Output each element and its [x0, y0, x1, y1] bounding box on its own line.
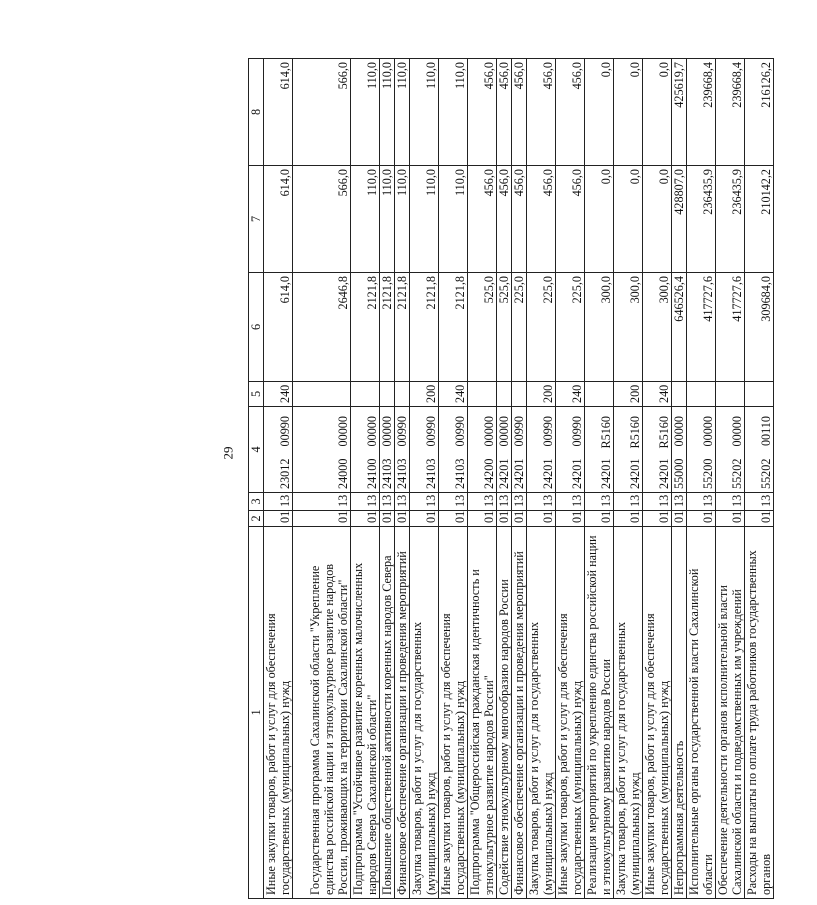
program-code	[512, 407, 527, 493]
amount-column-8: 614,0	[264, 59, 293, 166]
column-number-header: 2	[249, 511, 264, 527]
amount-column-7: 456,0	[497, 166, 512, 273]
expense-type-code: 200	[614, 382, 643, 407]
amount-column-6: 2121,8	[395, 273, 410, 382]
subsection-code: 13	[468, 493, 497, 511]
subsection-code: 13	[351, 493, 380, 511]
amount-column-7: 456,0	[556, 166, 585, 273]
program-code-part: R5160	[628, 416, 642, 449]
expense-type-code: 200	[410, 382, 439, 407]
program-code	[614, 407, 643, 493]
column-number-header: 5	[249, 382, 264, 407]
amount-column-7: 428807,0	[672, 166, 687, 273]
budget-table	[248, 58, 774, 899]
section-code: 01	[512, 511, 527, 527]
program-code-part: 24201	[628, 458, 642, 489]
amount-column-8: 216126,2	[745, 59, 774, 166]
section-code: 01	[672, 511, 687, 527]
rotated-page-content	[232, 0, 817, 905]
subsection-code: 13	[585, 493, 614, 511]
amount-column-8: 456,0	[497, 59, 512, 166]
amount-column-7: 110,0	[410, 166, 439, 273]
table-row	[614, 59, 643, 899]
expense-type-code	[512, 382, 527, 407]
expense-type-code	[468, 382, 497, 407]
amount-column-6: 2121,8	[351, 273, 380, 382]
table-row	[293, 59, 351, 899]
program-code-part: 24201	[599, 458, 613, 489]
expense-name: Иные закупки товаров, работ и услуг для обеспечения государственных (муниципальных) нужд	[556, 527, 585, 899]
expense-type-code	[687, 382, 716, 407]
table-row	[497, 59, 512, 899]
amount-column-6: 417727,6	[687, 273, 716, 382]
section-code: 01	[468, 511, 497, 527]
table-row	[395, 59, 410, 899]
program-code-part: 00000	[497, 416, 511, 447]
expense-type-code	[585, 382, 614, 407]
amount-column-8: 456,0	[527, 59, 556, 166]
amount-column-6: 225,0	[556, 273, 585, 382]
program-code-part: 23012	[278, 458, 292, 489]
program-code-part: 00990	[512, 416, 526, 447]
expense-type-code	[745, 382, 774, 407]
amount-column-7: 110,0	[380, 166, 395, 273]
expense-type-code	[672, 382, 687, 407]
program-code-part: 24103	[424, 458, 438, 489]
amount-column-6: 2121,8	[410, 273, 439, 382]
program-code-part: 24000	[336, 458, 350, 489]
expense-name: Закупка товаров, работ и услуг для государственных (муниципальных) нужд	[614, 527, 643, 899]
section-code: 01	[264, 511, 293, 527]
expense-name: Расходы на выплаты по оплате труда работников государственных органов	[745, 527, 774, 899]
program-code-part: 00000	[672, 416, 686, 447]
program-code	[745, 407, 774, 493]
section-code: 01	[643, 511, 672, 527]
amount-column-8: 239668,4	[716, 59, 745, 166]
column-number-header: 6	[249, 273, 264, 382]
subsection-code: 13	[614, 493, 643, 511]
amount-column-7: 236435,9	[687, 166, 716, 273]
program-code	[468, 407, 497, 493]
amount-column-6: 300,0	[643, 273, 672, 382]
amount-column-8: 566,0	[293, 59, 351, 166]
table-row	[264, 59, 293, 899]
page-number: 29	[220, 446, 236, 460]
program-code-part: 00000	[336, 416, 350, 447]
expense-type-code: 240	[643, 382, 672, 407]
amount-column-7: 0,0	[585, 166, 614, 273]
amount-column-7: 110,0	[395, 166, 410, 273]
program-code-part: 55202	[759, 458, 773, 489]
amount-column-7: 456,0	[527, 166, 556, 273]
expense-name: Подпрограмма "Устойчивое развитие коренных малочисленных народов Севера Сахалинской области"	[351, 527, 380, 899]
program-code-part: 00990	[424, 416, 438, 447]
program-code	[497, 407, 512, 493]
expense-name: Финансовое обеспечение организации и проведения мероприятий	[395, 527, 410, 899]
section-code: 01	[439, 511, 468, 527]
amount-column-6: 2121,8	[439, 273, 468, 382]
amount-column-7: 0,0	[643, 166, 672, 273]
program-code	[556, 407, 585, 493]
program-code	[527, 407, 556, 493]
program-code	[351, 407, 380, 493]
amount-column-7: 614,0	[264, 166, 293, 273]
section-code: 01	[614, 511, 643, 527]
amount-column-8: 110,0	[410, 59, 439, 166]
amount-column-6: 225,0	[527, 273, 556, 382]
amount-column-8: 110,0	[439, 59, 468, 166]
table-row	[643, 59, 672, 899]
program-code-part: 00000	[701, 416, 715, 447]
table-row	[512, 59, 527, 899]
amount-column-7: 110,0	[351, 166, 380, 273]
expense-name: Подпрограмма "Общероссийская гражданская идентичность и этнокультурное развитие народов России"	[468, 527, 497, 899]
program-code-part: R5160	[599, 416, 613, 449]
section-code: 01	[410, 511, 439, 527]
program-code-part: 00990	[453, 416, 467, 447]
amount-column-6: 300,0	[614, 273, 643, 382]
section-code: 01	[556, 511, 585, 527]
amount-column-8: 456,0	[468, 59, 497, 166]
program-code-part: 00110	[759, 416, 773, 447]
amount-column-7: 566,0	[293, 166, 351, 273]
table-row	[716, 59, 745, 899]
table-row	[439, 59, 468, 899]
column-number-header: 7	[249, 166, 264, 273]
column-number-header: 8	[249, 59, 264, 166]
program-code-part: 00990	[278, 416, 292, 447]
column-number-header: 4	[249, 407, 264, 493]
table-row	[672, 59, 687, 899]
subsection-code: 13	[497, 493, 512, 511]
section-code: 01	[293, 511, 351, 527]
program-code-part: 55202	[730, 458, 744, 489]
amount-column-8: 456,0	[556, 59, 585, 166]
amount-column-6: 300,0	[585, 273, 614, 382]
program-code-part: 00000	[482, 416, 496, 447]
program-code	[264, 407, 293, 493]
amount-column-6: 2121,8	[380, 273, 395, 382]
amount-column-8: 110,0	[380, 59, 395, 166]
amount-column-7: 210142,2	[745, 166, 774, 273]
program-code-part: 24201	[541, 458, 555, 489]
expense-type-code: 240	[556, 382, 585, 407]
program-code-part: 55200	[701, 458, 715, 489]
table-row	[527, 59, 556, 899]
program-code-part: 24201	[497, 458, 511, 489]
program-code-part: 24201	[570, 458, 584, 489]
column-number-row	[249, 59, 264, 899]
column-number-header: 1	[249, 527, 264, 899]
subsection-code: 13	[556, 493, 585, 511]
program-code	[716, 407, 745, 493]
table-row	[556, 59, 585, 899]
expense-name: Исполнительные органы государственной власти Сахалинской области	[687, 527, 716, 899]
section-code: 01	[585, 511, 614, 527]
subsection-code: 13	[395, 493, 410, 511]
amount-column-8: 425619,7	[672, 59, 687, 166]
section-code: 01	[380, 511, 395, 527]
program-code-part: 24201	[512, 458, 526, 489]
program-code	[439, 407, 468, 493]
amount-column-8: 110,0	[351, 59, 380, 166]
table-row	[380, 59, 395, 899]
program-code-part: 00000	[365, 416, 379, 447]
section-code: 01	[351, 511, 380, 527]
program-code	[395, 407, 410, 493]
amount-column-8: 0,0	[585, 59, 614, 166]
table-row	[745, 59, 774, 899]
amount-column-7: 110,0	[439, 166, 468, 273]
program-code-part: R5160	[657, 416, 671, 449]
section-code: 01	[497, 511, 512, 527]
program-code-part: 24103	[380, 458, 394, 489]
amount-column-6: 309684,0	[745, 273, 774, 382]
subsection-code: 13	[745, 493, 774, 511]
subsection-code: 13	[716, 493, 745, 511]
program-code	[643, 407, 672, 493]
expense-type-code	[716, 382, 745, 407]
program-code	[380, 407, 395, 493]
expense-type-code	[351, 382, 380, 407]
program-code-part: 00990	[395, 416, 409, 447]
expense-type-code: 240	[439, 382, 468, 407]
subsection-code: 13	[439, 493, 468, 511]
expense-name: Иные закупки товаров, работ и услуг для обеспечения государственных (муниципальных) нужд	[643, 527, 672, 899]
expense-type-code	[293, 382, 351, 407]
expense-type-code	[380, 382, 395, 407]
program-code-part: 00990	[541, 416, 555, 447]
program-code	[585, 407, 614, 493]
subsection-code: 13	[687, 493, 716, 511]
amount-column-6: 614,0	[264, 273, 293, 382]
expense-name: Обеспечение деятельности органов исполнительной власти Сахалинской области и подведомственных им учреждений	[716, 527, 745, 899]
amount-column-6: 225,0	[512, 273, 527, 382]
amount-column-8: 456,0	[512, 59, 527, 166]
amount-column-7: 0,0	[614, 166, 643, 273]
subsection-code: 13	[527, 493, 556, 511]
section-code: 01	[527, 511, 556, 527]
program-code-part: 24103	[395, 458, 409, 489]
subsection-code: 13	[264, 493, 293, 511]
section-code: 01	[395, 511, 410, 527]
table-row	[410, 59, 439, 899]
expense-name: Содействие этнокультурному многообразию народов России	[497, 527, 512, 899]
subsection-code: 13	[643, 493, 672, 511]
table-row	[468, 59, 497, 899]
section-code: 01	[745, 511, 774, 527]
expense-type-code	[395, 382, 410, 407]
expense-type-code: 240	[264, 382, 293, 407]
expense-type-code: 200	[527, 382, 556, 407]
subsection-code: 13	[672, 493, 687, 511]
program-code-part: 00000	[380, 416, 394, 447]
program-code	[293, 407, 351, 493]
subsection-code: 13	[293, 493, 351, 511]
expense-name: Иные закупки товаров, работ и услуг для обеспечения государственных (муниципальных) нужд	[439, 527, 468, 899]
expense-name: Непрограммная деятельность	[672, 527, 687, 899]
amount-column-6: 417727,6	[716, 273, 745, 382]
amount-column-6: 525,0	[497, 273, 512, 382]
amount-column-8: 0,0	[614, 59, 643, 166]
expense-type-code	[497, 382, 512, 407]
program-code-part: 24201	[657, 458, 671, 489]
table-row	[585, 59, 614, 899]
expense-name: Закупка товаров, работ и услуг для государственных (муниципальных) нужд	[527, 527, 556, 899]
expense-name: Реализация мероприятий по укреплению единства российской нации и этнокультурному развитию народов России	[585, 527, 614, 899]
amount-column-8: 239668,4	[687, 59, 716, 166]
table-row	[351, 59, 380, 899]
program-code-part: 24200	[482, 458, 496, 489]
program-code-part: 55000	[672, 458, 686, 489]
expense-name: Государственная программа Сахалинской области "Укрепление единства российской нации и этнокультурное развитие народов России, проживающих на территории Сахалинской области"	[293, 527, 351, 899]
program-code-part: 00990	[570, 416, 584, 447]
program-code-part: 24103	[453, 458, 467, 489]
expense-name: Финансовое обеспечение организации и проведения мероприятий	[512, 527, 527, 899]
program-code-part: 00000	[730, 416, 744, 447]
subsection-code: 13	[380, 493, 395, 511]
table-row	[687, 59, 716, 899]
subsection-code: 13	[512, 493, 527, 511]
expense-name: Закупка товаров, работ и услуг для государственных (муниципальных) нужд	[410, 527, 439, 899]
section-code: 01	[716, 511, 745, 527]
program-code-part: 24100	[365, 458, 379, 489]
amount-column-6: 525,0	[468, 273, 497, 382]
amount-column-6: 2646,8	[293, 273, 351, 382]
column-number-header: 3	[249, 493, 264, 511]
subsection-code: 13	[410, 493, 439, 511]
program-code	[410, 407, 439, 493]
section-code: 01	[687, 511, 716, 527]
expense-name: Повышение общественной активности коренных народов Севера	[380, 527, 395, 899]
amount-column-8: 0,0	[643, 59, 672, 166]
amount-column-6: 646526,4	[672, 273, 687, 382]
expense-name: Иные закупки товаров, работ и услуг для обеспечения государственных (муниципальных) нужд	[264, 527, 293, 899]
amount-column-8: 110,0	[395, 59, 410, 166]
amount-column-7: 456,0	[512, 166, 527, 273]
amount-column-7: 456,0	[468, 166, 497, 273]
program-code	[672, 407, 687, 493]
amount-column-7: 236435,9	[716, 166, 745, 273]
program-code	[687, 407, 716, 493]
